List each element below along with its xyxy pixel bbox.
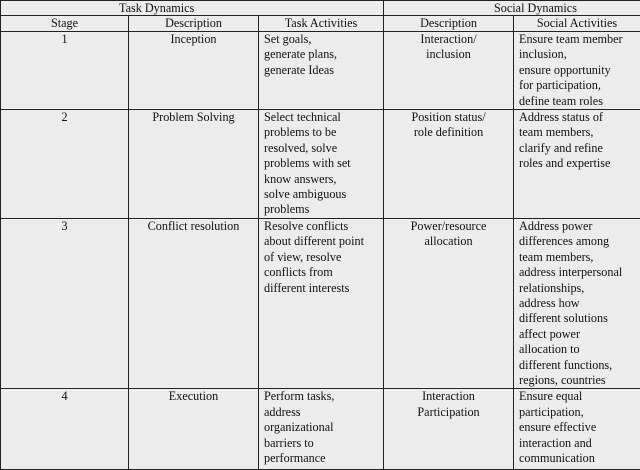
description-header: Description xyxy=(129,16,259,32)
table-row xyxy=(1,218,640,388)
social-activities-header: Social Activities xyxy=(514,16,640,32)
task-activities-cell: Set goals, generate plans, generate Ideas xyxy=(259,32,384,110)
stage-cell: 3 xyxy=(1,218,129,388)
description-cell: Execution xyxy=(129,389,259,470)
social-description-cell: Interaction/ inclusion xyxy=(384,32,514,110)
task-activities-header: Task Activities xyxy=(259,16,384,32)
social-description-cell: Position status/ role definition xyxy=(384,110,514,219)
social-activities-cell: Address power differences among team members, address interpersonal relationships, address how different solutions affect power allocation to different functions, regions, countries xyxy=(514,218,640,388)
description-cell: Conflict resolution xyxy=(129,218,259,388)
stage-header: Stage xyxy=(1,16,129,32)
task-activities-cell: Perform tasks, address organizational barriers to performance xyxy=(259,389,384,470)
social-description-header: Description xyxy=(384,16,514,32)
task-activities-cell: Resolve conflicts about different point of view, resolve conflicts from different interests xyxy=(259,218,384,388)
social-activities-cell: Ensure equal participation, ensure effective interaction and communication xyxy=(514,389,640,470)
social-description-cell: Interaction Participation xyxy=(384,389,514,470)
social-activities-cell: Address status of team members, clarify and refine roles and expertise xyxy=(514,110,640,219)
description-cell: Problem Solving xyxy=(129,110,259,219)
social-activities-cell: Ensure team member inclusion, ensure opportunity for participation, define team roles xyxy=(514,32,640,110)
stage-cell: 2 xyxy=(1,110,129,219)
social-dynamics-header: Social Dynamics xyxy=(384,1,640,16)
group-header-row xyxy=(1,1,640,16)
column-header-row xyxy=(1,16,640,32)
task-dynamics-header: Task Dynamics xyxy=(1,1,384,16)
task-activities-cell: Select technical problems to be resolved, solve problems with set know answers, solve ambiguous problems xyxy=(259,110,384,219)
stage-cell: 4 xyxy=(1,389,129,470)
description-cell: Inception xyxy=(129,32,259,110)
social-description-cell: Power/resource allocation xyxy=(384,218,514,388)
table-row xyxy=(1,110,640,219)
table-row xyxy=(1,32,640,110)
table-row xyxy=(1,389,640,470)
stage-cell: 1 xyxy=(1,32,129,110)
